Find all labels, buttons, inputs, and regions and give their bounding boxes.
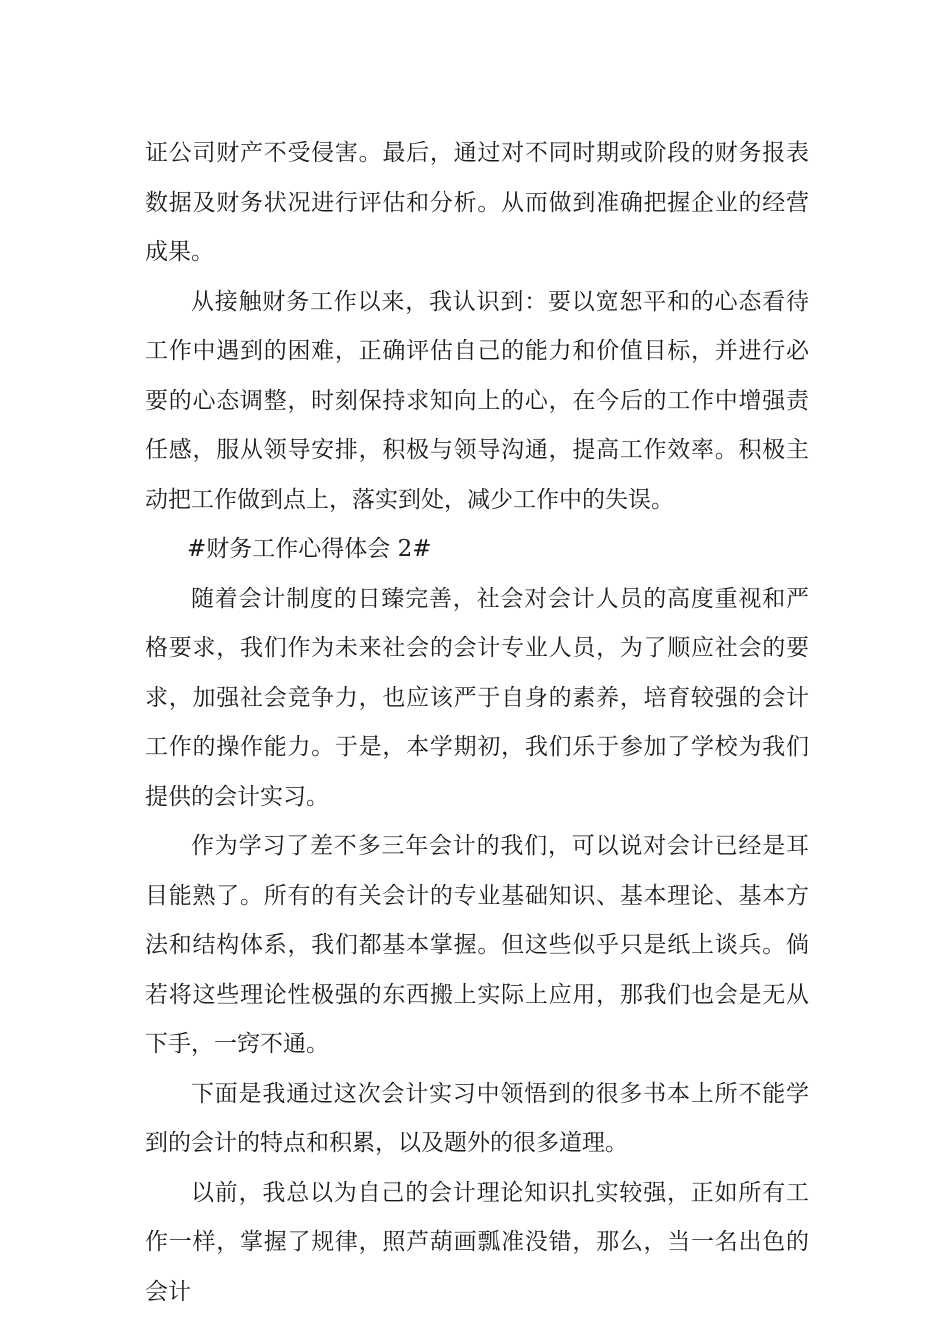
- section-heading: #财务工作心得体会 2#: [187, 536, 432, 562]
- paragraph: 下面是我通过这次会计实习中领悟到的很多书本上所不能学到的会计的特点和积累，以及题外的很多道理。: [145, 1080, 809, 1156]
- paragraph: 以前，我总以为自己的会计理论知识扎实较强，正如所有工作一样，掌握了规律，照芦葫画瓢准没错，那么，当一名出色的会计: [145, 1179, 809, 1305]
- paragraph-continuation: 证公司财产不受侵害。最后，通过对不同时期或阶段的财务报表数据及财务状况进行评估和分析。从而做到准确把握企业的经营成果。: [145, 140, 809, 265]
- paragraph: 作为学习了差不多三年会计的我们，可以说对会计已经是耳目能熟了。所有的有关会计的专业基础知识、基本理论、基本方法和结构体系，我们都基本掌握。但这些似乎只是纸上谈兵。倘若将这些理论性极强的东西搬上实际上应用，那我们也会是无从下手，一窍不通。: [145, 833, 809, 1057]
- paragraph: 从接触财务工作以来，我认识到：要以宽恕平和的心态看待工作中遇到的困难，正确评估自己的能力和价值目标，并进行必要的心态调整，时刻保持求知向上的心，在今后的工作中增强责任感，服从领导安排，积极与领导沟通，提高工作效率。积极主动把工作做到点上，落实到处，减少工作中的失误。: [145, 288, 809, 513]
- document-body: [145, 129, 809, 1317]
- paragraph: 随着会计制度的日臻完善，社会对会计人员的高度重视和严格要求，我们作为未来社会的会计专业人员，为了顺应社会的要求，加强社会竞争力，也应该严于自身的素养，培育较强的会计工作的操作能力。于是，本学期初，我们乐于参加了学校为我们提供的会计实习。: [145, 585, 809, 810]
